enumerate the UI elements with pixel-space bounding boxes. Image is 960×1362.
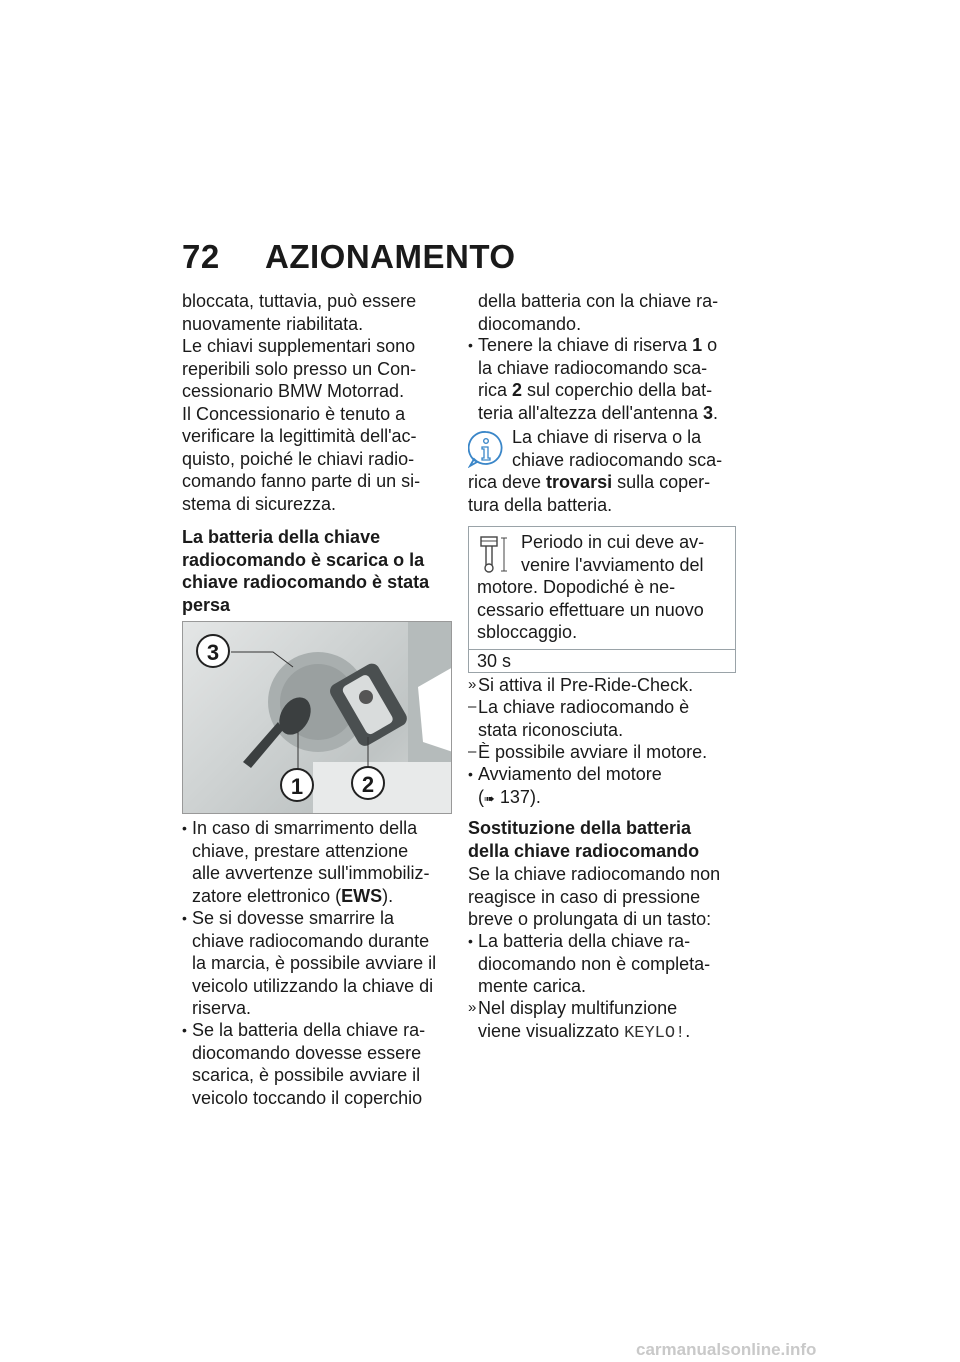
text-line <box>182 907 436 930</box>
text-segment: Si attiva il Pre-Ride-Check. <box>478 675 694 695</box>
text-segment: reagisce in caso di pressione <box>468 886 701 907</box>
list-marker: • <box>182 820 187 836</box>
text-line <box>468 763 662 786</box>
continued-text <box>468 290 718 335</box>
list-marker: » <box>468 676 477 693</box>
list-marker: • <box>468 337 473 353</box>
text-line <box>468 886 720 909</box>
bullet-start-engine <box>468 763 662 808</box>
text-segment: della chiave radiocomando <box>468 840 700 861</box>
text-line <box>182 952 436 975</box>
bold-reference: EWS <box>341 885 383 906</box>
bold-reference: 1 <box>692 335 703 355</box>
text-segment: scarica, è possibile avviare il <box>192 1065 421 1085</box>
list-marker: – <box>468 743 477 760</box>
text-line <box>182 571 429 594</box>
text-line <box>182 1019 425 1042</box>
callout-2: 2 <box>351 766 385 800</box>
text-segment: venire l'avviamento del <box>521 554 704 575</box>
text-segment: stema di sicurezza. <box>182 493 337 514</box>
watermark: carmanualsonline.info <box>636 1340 817 1359</box>
text-line <box>468 449 722 472</box>
text-line <box>182 380 420 403</box>
key-figure <box>182 621 452 814</box>
text-segment: Avviamento del motore <box>478 764 662 784</box>
spec-table <box>468 526 736 673</box>
text-segment: Periodo in cui deve av- <box>521 532 705 552</box>
text-segment: La batteria della chiave <box>182 527 381 547</box>
text-segment: Sostituzione della batteria <box>468 818 692 838</box>
text-line <box>182 549 429 572</box>
result-keylo <box>468 997 690 1042</box>
text-segment: veicolo utilizzando la chiave di <box>192 975 434 996</box>
text-segment: La chiave radiocomando è <box>478 697 690 717</box>
text-segment: rica <box>478 380 513 400</box>
text-line <box>477 650 511 673</box>
text-segment: Nel display multifunzione <box>478 998 678 1018</box>
text-segment: chiave, prestare attenzione <box>192 840 409 861</box>
text-line <box>182 594 429 617</box>
text-segment: la chiave radiocomando sca- <box>478 357 708 378</box>
text-line <box>182 817 430 840</box>
list-marker: – <box>468 698 477 715</box>
text-segment: la marcia, è possibile avviare il <box>192 953 437 973</box>
bold-reference: trovarsi <box>546 472 613 492</box>
text-segment: . <box>713 402 719 423</box>
text-segment: Se la chiave radiocomando non <box>468 864 721 884</box>
text-line <box>468 930 710 953</box>
text-line <box>182 930 436 953</box>
text-segment: sul coperchio della bat- <box>522 380 713 400</box>
text-segment: La chiave di riserva o la <box>512 427 702 447</box>
bold-reference: 3 <box>703 402 714 423</box>
bullet-flat-battery <box>182 1019 425 1109</box>
text-line <box>182 1064 425 1087</box>
text-segment: zatore elettronico ( <box>192 885 342 906</box>
page-reference-arrow-icon: ➠ <box>484 790 495 806</box>
text-line <box>182 403 420 426</box>
text-line <box>182 885 430 908</box>
text-line <box>468 863 720 886</box>
section-heading-lost-key <box>182 526 429 616</box>
text-segment: reperibili solo presso un Con- <box>182 358 417 379</box>
spec-value <box>477 650 511 673</box>
text-segment: chiave radiocomando durante <box>192 930 430 951</box>
text-line <box>468 696 689 719</box>
page-title: AZIONAMENTO <box>265 238 516 275</box>
text-segment: breve o prolungata di un tasto: <box>468 909 712 929</box>
list-marker: • <box>182 1022 187 1038</box>
list-marker: » <box>468 999 477 1016</box>
text-line <box>182 1042 425 1065</box>
text-segment: quisto, poiché le chiavi radio- <box>182 448 415 469</box>
text-line <box>182 290 420 313</box>
bullet-lost-while-riding <box>182 907 436 1020</box>
text-line <box>468 908 720 931</box>
text-segment: ( <box>478 786 484 807</box>
text-segment: Il Concessionario è tenuto a <box>182 403 406 424</box>
text-segment: stata riconosciuta. <box>478 719 624 740</box>
result-pre-ride-check <box>468 674 693 697</box>
text-segment: bloccata, tuttavia, può essere <box>182 291 417 311</box>
text-line <box>468 402 718 425</box>
text-line <box>182 470 420 493</box>
dash-key-recognized <box>468 696 689 741</box>
text-segment: motore. Dopodiché è ne- <box>477 577 676 597</box>
text-segment: diocomando dovesse essere <box>192 1042 422 1063</box>
text-segment: viene visualizzato <box>478 1020 625 1041</box>
text-line <box>182 313 420 336</box>
text-line <box>477 554 704 577</box>
text-line <box>468 674 693 697</box>
page-number: 72 <box>182 238 220 275</box>
callout-3: 3 <box>196 634 230 668</box>
text-segment: Le chiavi supplementari sono <box>182 336 416 356</box>
text-segment: mente carica. <box>478 976 587 996</box>
list-marker: • <box>468 766 473 782</box>
text-segment: teria all'altezza dell'antenna <box>478 402 704 423</box>
text-line <box>182 997 436 1020</box>
text-segment: tura della batteria. <box>468 494 613 515</box>
text-line <box>468 334 718 357</box>
text-line <box>468 379 718 402</box>
text-line <box>468 997 690 1020</box>
text-line <box>468 1020 690 1043</box>
list-marker: • <box>182 910 187 926</box>
text-line <box>477 531 704 554</box>
text-segment: alle avvertenze sull'immobiliz- <box>192 863 430 883</box>
display-message: KEYLO! <box>624 1023 686 1043</box>
text-segment: veicolo toccando il coperchio <box>192 1087 423 1108</box>
text-line <box>182 493 420 516</box>
text-line <box>182 840 430 863</box>
text-segment: Tenere la chiave di riserva <box>478 335 693 355</box>
bold-reference: 2 <box>512 380 523 400</box>
bullet-battery-low <box>468 930 710 998</box>
text-line <box>182 448 420 471</box>
text-segment: 30 s <box>477 651 512 671</box>
text-segment: cessario effettuare un nuovo <box>477 599 704 620</box>
dash-engine-start <box>468 741 707 764</box>
text-segment: diocomando. <box>478 313 582 334</box>
text-line <box>468 741 707 764</box>
text-segment: . <box>685 1020 691 1041</box>
section-heading-battery-replace <box>468 817 699 862</box>
text-segment: Se la batteria della chiave ra- <box>192 1020 426 1040</box>
text-line <box>182 335 420 358</box>
text-segment: della batteria con la chiave ra- <box>478 291 719 311</box>
list-marker: • <box>468 933 473 949</box>
text-line <box>468 719 689 742</box>
text-segment: È possibile avviare il motore. <box>478 742 708 762</box>
text-line <box>477 576 704 599</box>
text-segment: sulla coper- <box>612 472 711 492</box>
text-line <box>468 290 718 313</box>
text-segment: o <box>702 335 718 355</box>
text-line <box>468 953 710 976</box>
text-segment: chiave radiocomando sca- <box>512 449 723 470</box>
text-segment: nuovamente riabilitata. <box>182 313 364 334</box>
text-segment: rica deve <box>468 472 547 492</box>
text-line <box>468 471 722 494</box>
spec-description <box>477 531 704 644</box>
text-segment: ). <box>382 885 394 906</box>
text-line <box>468 494 722 517</box>
text-segment: In caso di smarrimento della <box>192 818 418 838</box>
text-line <box>468 786 662 809</box>
text-line <box>468 357 718 380</box>
intro-paragraph <box>182 290 420 515</box>
text-line <box>182 1087 425 1110</box>
text-line <box>468 313 718 336</box>
info-note <box>468 426 722 516</box>
text-segment: sbloccaggio. <box>477 622 578 642</box>
text-segment: riserva. <box>192 998 252 1018</box>
text-line <box>477 599 704 622</box>
text-line <box>182 526 429 549</box>
text-segment: La batteria della chiave ra- <box>478 931 691 951</box>
bullet-lost-key <box>182 817 430 907</box>
callout-1: 1 <box>280 768 314 802</box>
text-line <box>182 862 430 885</box>
text-segment: Se si dovesse smarrire la <box>192 908 395 928</box>
text-line <box>182 425 420 448</box>
bullet-hold-key <box>468 334 718 424</box>
text-segment: chiave radiocomando è stata <box>182 572 430 592</box>
text-line <box>182 358 420 381</box>
text-line <box>468 840 699 863</box>
text-line <box>182 975 436 998</box>
text-line <box>468 975 710 998</box>
text-segment: diocomando non è completa- <box>478 953 711 974</box>
text-line <box>468 426 722 449</box>
text-segment: verificare la legittimità dell'ac- <box>182 426 417 446</box>
text-line <box>468 817 699 840</box>
text-segment: 137). <box>494 786 541 807</box>
text-line <box>477 621 704 644</box>
text-segment: cessionario BMW Motorrad. <box>182 381 405 401</box>
text-segment: radiocomando è scarica o la <box>182 549 425 570</box>
battery-paragraph <box>468 863 720 931</box>
text-segment: persa <box>182 594 231 615</box>
text-segment: comando fanno parte di un si- <box>182 471 421 491</box>
